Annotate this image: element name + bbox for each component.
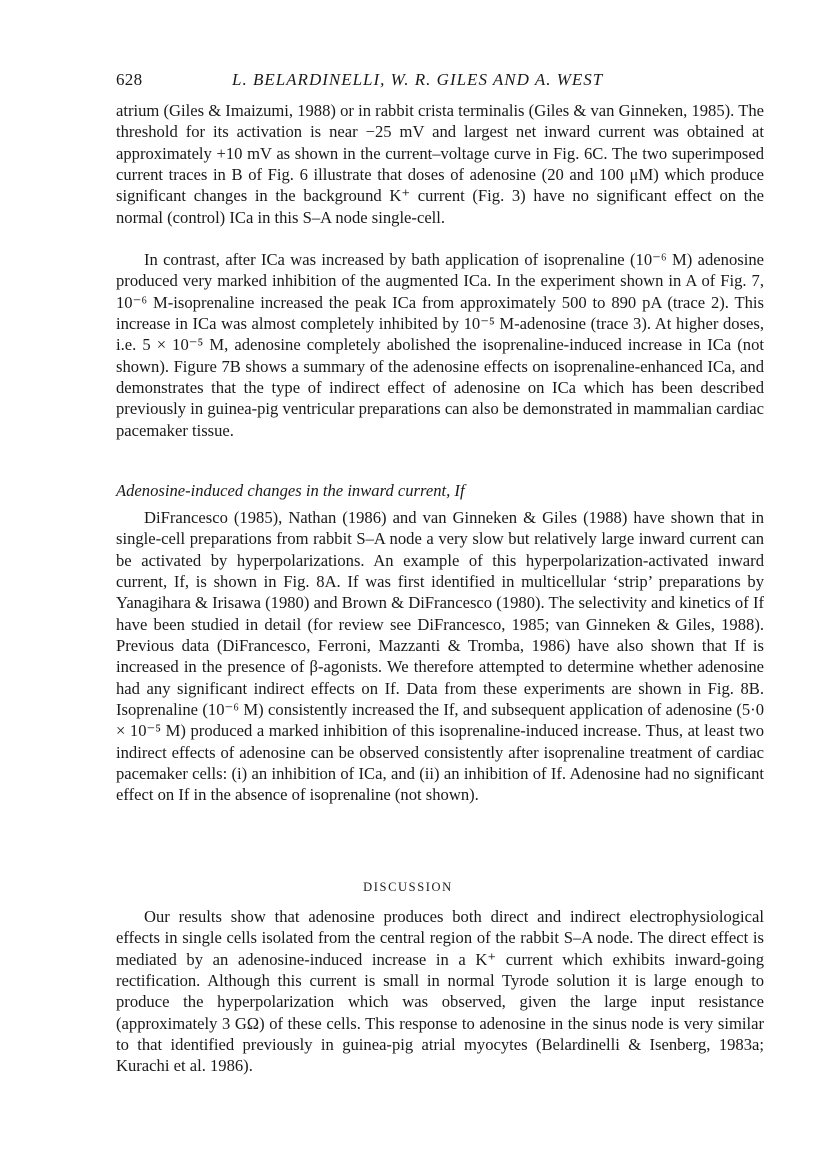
paragraph-discussion-block	[116, 906, 764, 1077]
paragraph-continued	[116, 100, 764, 228]
running-head-authors: L. BELARDINELLI, W. R. GILES AND A. WEST	[232, 70, 604, 89]
section-heading-inward-current: Adenosine-induced changes in the inward current, If	[116, 481, 465, 500]
paragraph-isoprenaline-block	[116, 249, 764, 441]
discussion-heading: DISCUSSION	[363, 880, 453, 894]
paragraph-isoprenaline-inhibition: In contrast, after ICa was increased by bath application of isoprenaline (10⁻⁶ M) adenosine produced very marked inhibition of the augmented ICa. In the experiment shown in A of Fig. 7, 10⁻⁶ M-isoprenaline increased the peak ICa from approximately 500 to 890 pA (trace 2). This increase in ICa was almost completely inhibited by 10⁻⁵ M-adenosine (trace 3). At higher doses, i.e. 5 × 10⁻⁵ M, adenosine completely abolished the isoprenaline-induced increase in ICa (not shown). Figure 7B shows a summary of the adenosine effects on isoprenaline-enhanced ICa, and demonstrates that the type of indirect effect of adenosine on ICa which has been described previously in guinea-pig ventricular preparations can also be demonstrated in mammalian cardiac pacemaker tissue.	[116, 250, 764, 440]
page-header	[116, 70, 764, 96]
paragraph-if-current: DiFrancesco (1985), Nathan (1986) and van Ginneken & Giles (1988) have shown that in single-cell preparations from rabbit S–A node a very slow but relatively large inward current can be activated by hyperpolarizations. An example of this hyperpolarization-activated inward current, If, is shown in Fig. 8A. If was first identified in multicellular ‘strip’ preparations by Yanagihara & Irisawa (1980) and Brown & DiFrancesco (1980). The selectivity and kinetics of If have been studied in detail (for review see DiFrancesco, 1985; van Ginneken & Giles, 1988). Previous data (DiFrancesco, Ferroni, Mazzanti & Tromba, 1986) have also shown that If is increased in the presence of β-agonists. We therefore attempted to determine whether adenosine had any significant indirect effects on If. Data from these experiments are shown in Fig. 8B. Isoprenaline (10⁻⁶ M) consistently increased the If, and subsequent application of adenosine (5·0 × 10⁻⁵ M) produced a marked inhibition of this isoprenaline-induced increase. Thus, at least two indirect effects of adenosine can be observed consistently after isoprenaline treatment of cardiac pacemaker cells: (i) an inhibition of ICa, and (ii) an inhibition of If. Adenosine had no significant effect on If in the absence of isoprenaline (not shown).	[116, 508, 764, 805]
paragraph-if-block	[116, 507, 764, 806]
paragraph-calcium-current-activation: atrium (Giles & Imaizumi, 1988) or in rabbit crista terminalis (Giles & van Ginneken, 1985). The threshold for its activation is near −25 mV and largest net inward current was obtained at approximately +10 mV as shown in the current–voltage curve in Fig. 6C. The two superimposed current traces in B of Fig. 6 illustrate that doses of adenosine (20 and 100 μM) which produce significant changes in the background K⁺ current (Fig. 3) have no significant effect on the normal (control) ICa in this S–A node single-cell.	[116, 101, 764, 227]
paragraph-discussion: Our results show that adenosine produces both direct and indirect electrophysiological effects in single cells isolated from the central region of the rabbit S–A node. The direct effect is mediated by an adenosine-induced increase in a K⁺ current which exhibits inward-going rectification. Although this current is small in normal Tyrode solution it is large enough to produce the hyperpolarization which was observed, given the large input resistance (approximately 3 GΩ) of these cells. This response to adenosine in the sinus node is very similar to that identified previously in guinea-pig atrial myocytes (Belardinelli & Isenberg, 1983a; Kurachi et al. 1986).	[116, 907, 764, 1076]
page-number: 628	[116, 70, 143, 89]
